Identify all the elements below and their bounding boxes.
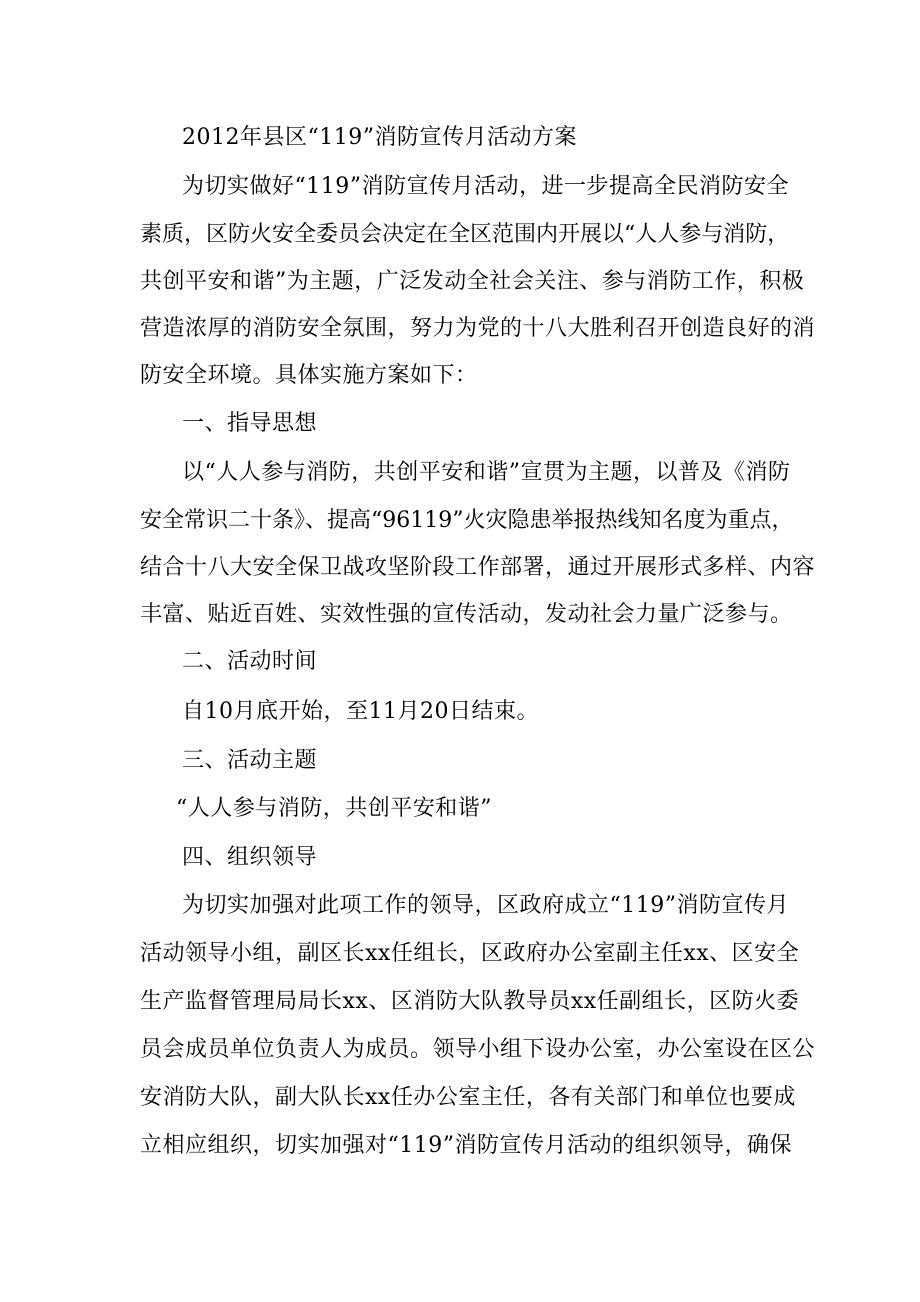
section-line: 以“人人参与消防，共创平安和谐”宣贯为主题，以普及《消防 — [182, 460, 791, 485]
section-line: 员会成员单位负责人为成员。领导小组下设办公室，办公室设在区公 — [140, 1037, 816, 1062]
section-heading: 四、组织领导 — [182, 845, 318, 870]
section-line: 活动领导小组，副区长xx任组长，区政府办公室副主任xx、区安全 — [140, 941, 800, 966]
section-heading: 二、活动时间 — [182, 649, 318, 674]
section-line: 为切实加强对此项工作的领导，区政府成立“119”消防宣传月 — [182, 893, 789, 918]
section-line: 丰富、贴近百姓、实效性强的宣传活动，发动社会力量广泛参与。 — [140, 602, 793, 627]
section-heading: 三、活动主题 — [182, 748, 318, 773]
section-line: “人人参与消防，共创平安和谐” — [176, 796, 492, 821]
intro-line: 为切实做好“119”消防宣传月活动，进一步提高全民消防安全 — [182, 174, 789, 199]
intro-line: 素质，区防火安全委员会决定在全区范围内开展以“人人参与消防， — [140, 222, 790, 247]
section-line: 立相应组织，切实加强对“119”消防宣传月活动的组织领导，确保 — [140, 1133, 792, 1158]
section-line: 安消防大队，副大队长xx任办公室主任，各有关部门和单位也要成 — [140, 1085, 796, 1110]
section-heading: 一、指导思想 — [182, 411, 318, 436]
section-line: 安全常识二十条》、提高“96119”火灾隐患举报热线知名度为重点， — [140, 508, 794, 533]
section-line: 生产监督管理局局长xx、区消防大队教导员xx任副组长，区防火委 — [140, 989, 800, 1014]
document-title: 2012年县区“119”消防宣传月活动方案 — [182, 125, 577, 150]
section-line: 自10月底开始，至11月20日结束。 — [182, 699, 539, 724]
intro-line: 营造浓厚的消防安全氛围，努力为党的十八大胜利召开创造良好的消 — [140, 316, 816, 341]
intro-line: 共创平安和谐”为主题，广泛发动全社会关注、参与消防工作，积极 — [140, 269, 805, 294]
intro-line: 防安全环境。具体实施方案如下： — [140, 363, 478, 388]
section-line: 结合十八大安全保卫战攻坚阶段工作部署，通过开展形式多样、内容 — [140, 555, 816, 580]
